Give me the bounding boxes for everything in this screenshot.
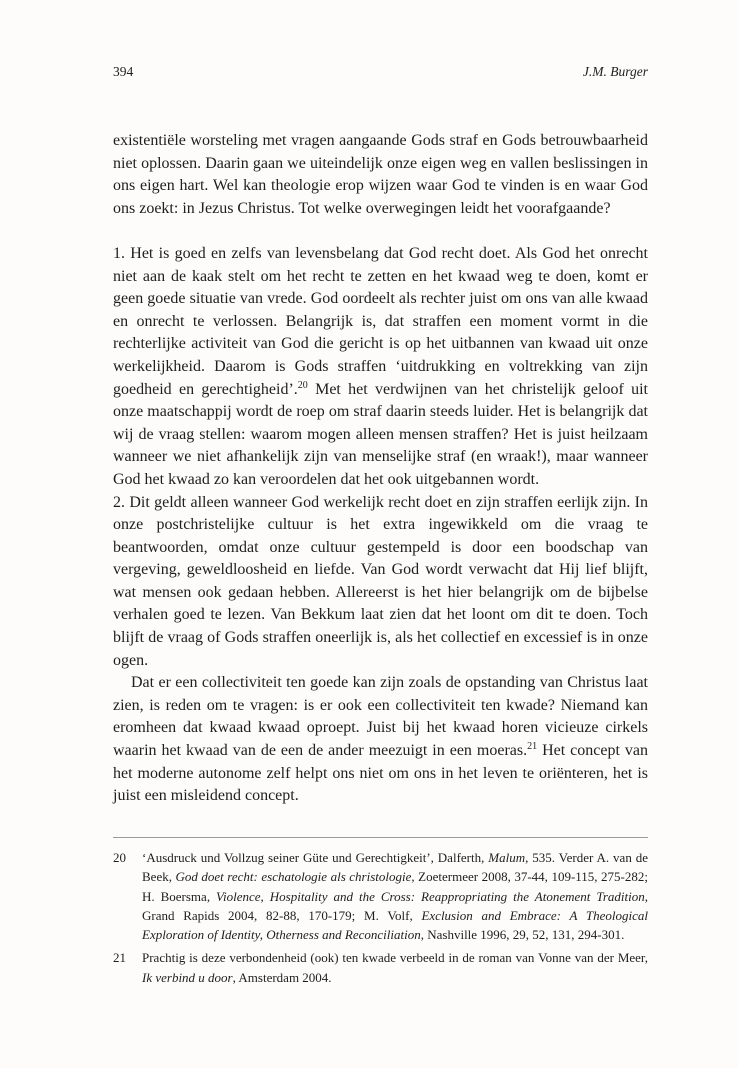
footnote-title: Ik verbind u door [142,969,233,985]
footnote-segment: Grand Rapids 2004, 82-88, 170-179; M. Volf, [142,907,422,923]
page-number: 394 [113,64,134,79]
footnote-segment: ‘Ausdruck und Vollzug seiner Güte und Gerechtigkeit’, Dalferth, [142,850,489,865]
paragraph-3: 2. Dit geldt alleen wanneer God werkelijk recht doet en zijn straffen eerlijk zijn. In onze postchristelijke cultuur is het extra ingewikkeld om die vraag te beantwoorden, omdat onze cultuur gestempeld is door een boodschap van vergeving, geweldloosheid en liefde. Van God wordt verwacht dat Hij lief blijft, wat mensen ook gedaan hebben. Allereerst is het hier belangrijk om de bijbelse verhalen goed te lezen. Van Bekkum laat zien dat het loont om dit te doen. Toch blijft de vraag of Gods straffen oneerlijk is, als het collectief en excessief is in onze ogen. [113,493,648,669]
footnote-segment: , Nashville 1996, 29, 52, 131, 294-301. [420,927,625,943]
footnote-segment: , 535. Verder A. van de Beek, [142,850,648,885]
footnote-20 [113,848,648,944]
paragraph-2-text-a: 1. Het is goed en zelfs van levensbelang dat God recht doet. Als God het onrecht niet aan de kaak stelt om het recht te zetten en het kwaad weg te doen, komt er geen goede situatie van vrede. God oordeelt als rechter juist om ons van alle kwaad en onrecht te verlossen. Belangrijk is, dat straffen een moment vormt in die rechterlijke activiteit van God die gericht is op het uitbannen van kwaad uit onze werkelijkheid. Daarom is Gods straffen ‘uitdrukking en voltrekking van zijn goedheid en gerechtigheid’. [113,244,648,398]
running-head-author: J.M. Burger [582,64,648,79]
running-head [113,64,648,80]
footnote-segment: , Zoetermeer 2008, 37-44, 109-115, 275-282; H. Boersma, [142,869,648,904]
paragraph-4 [113,672,648,808]
footnote-segment: Prachtig is deze verbondenheid (ook) ten kwade verbeeld in de roman van Vonne van der Meer, [142,950,648,966]
footnote-title: God doet recht: eschatologie als christologie [175,869,412,885]
footnote-segment: , Amsterdam 2004. [232,969,332,985]
footnote-title: Malum [488,850,526,865]
footnote-number: 21 [113,950,126,966]
footnote-title: Exclusion and Embrace: A Theological Exploration of Identity, Otherness and Reconciliation [142,907,648,943]
paragraph-2-text-b: Met het verdwijnen van het christelijk geloof uit onze maatschappij wordt de roep om straf daarin steeds luider. Het is belangrijk dat wij de vraag stellen: waarom mogen alleen mensen straffen? Het is juist heilzaam wanneer we niet afhankelijk zijn van menselijke straf (en wraak!), maar wanneer God het kwaad zo kan veroordelen dat het ook uitgebannen wordt. [113,380,648,488]
footnote-title: Violence, Hospitality and the Cross: Reappropriating the Atonement Tradition, [216,888,648,904]
paragraph-4-text-a: Dat er een collectiviteit ten goede kan zijn zoals de opstanding van Christus laat zien, is reden om te vragen: is er ook een collectiviteit ten kwade? Niemand kan eromheen dat kwaad kwaad oproept. Juist bij het kwaad horen vicieuze cirkels waarin het kwaad van de een de ander meezuigt in een moeras. [113,674,648,760]
paragraph-1: existentiële worsteling met vragen aangaande Gods straf en Gods betrouwbaarheid niet oplossen. Daarin gaan we uiteindelijk onze eigen weg en vallen beslissingen in ons eigen hart. Wel kan theologie erop wijzen waar God te vinden is en waar God ons zoekt: in Jezus Christus. Tot welke overwegingen leidt het voorafgaande? [113,132,648,217]
body-text [113,130,648,808]
footnote-21 [113,948,648,987]
footnote-ref-20[interactable]: 20 [297,379,308,391]
paragraph-2 [113,243,648,492]
footnote-number: 20 [113,850,126,865]
footnote-text [142,948,648,987]
footnote-ref-21[interactable]: 21 [527,741,538,753]
footnote-text [142,848,648,944]
footnote-divider [113,837,648,838]
paragraph-4-text-b: Het concept van het moderne autonome zelf helpt ons niet om ons in het leven te oriënteren, het is juist een misleidend concept. [113,742,648,805]
footnotes [113,848,648,991]
